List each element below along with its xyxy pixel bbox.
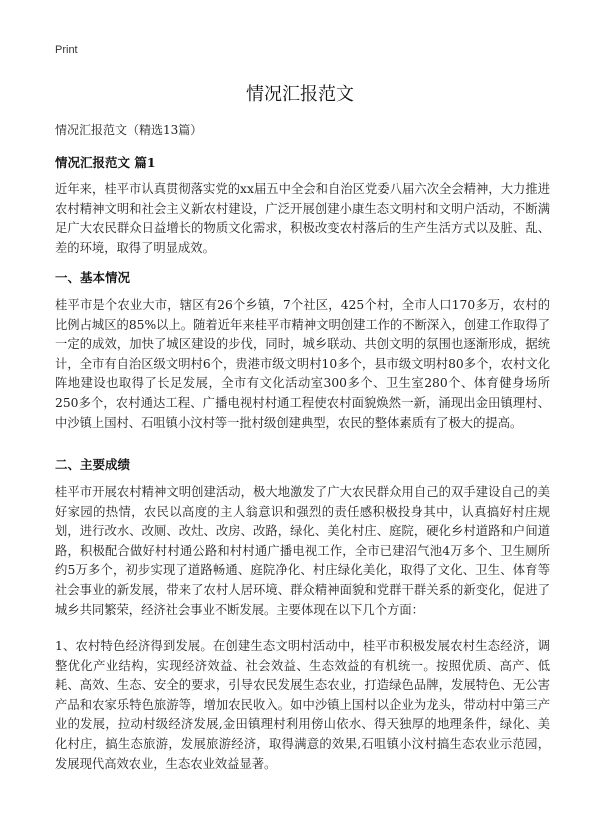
document-subtitle: 情况汇报范文（精选13篇）: [55, 123, 203, 137]
print-label[interactable]: Print: [55, 44, 78, 56]
section2-paragraph: 桂平市开展农村精神文明创建活动，极大地激发了广大农民群众用自己的双手建设自己的美好家园的热情，农民以高度的主人翁意识和强烈的责任感积极投身其中，认真搞好村庄规划，进行改水、改厕、改灶、改房、改路，绿化、美化村庄、庭院，硬化乡村道路和户间道路，积极配合做好村村通公路和村村通广播电视工作，全市已建沼气池4万多个、卫生厕所约5万多个，初步实现了道路畅通、庭院净化、村庄绿化美化，取得了文化、卫生、体育等社会事业的新发展，带来了农村人居环境、群众精神面貌和党群干群关系的新变化，促进了城乡共同繁荣，经济社会事业不断发展。主要体现在以下几个方面：: [55, 485, 550, 617]
intro-paragraph: 近年来，桂平市认真贯彻落实党的xx届五中全会和自治区党委八届六次全会精神，大力推进农村精神文明和社会主义新农村建设，广泛开展创建小康生态文明村和文明户活动，不断满足广大农民群众日益增长的物质文化需求，积极改变农村落后的生产生活方式以及脏、乱、差的环境，取得了明显成效。: [55, 182, 550, 255]
article-heading: 情况汇报范文 篇1: [55, 155, 156, 170]
document-title: 情况汇报范文: [246, 84, 354, 105]
point1-paragraph: 1、农村特色经济得到发展。在创建生态文明村活动中，桂平市积极发展农村生态经济，调整优化产业结构，实现经济效益、社会效益、生态效益的有机统一。按照优质、高产、低耗、高效、生态、安全的要求，引导农民发展生态农业，打造绿色品牌，发展特色、无公害产品和农家乐特色旅游等，增加农民收入。如中沙镇上国村以企业为龙头，带动村中第三产业的发展，拉动村级经济发展,金田镇理村利用傍山依水、得天独厚的地理条件，绿化、美化村庄，搞生态旅游，发展旅游经济，取得满意的效果,石咀镇小汶村搞生态农业示范园，发展现代高效农业，生态农业效益显著。: [55, 639, 550, 771]
section1-paragraph: 桂平市是个农业大市，辖区有26个乡镇，7个社区，425个村，全市人口170多万，农村的比例占城区的85%以上。随着近年来桂平市精神文明创建工作的不断深入，创建工作取得了一定的成效，加快了城区建设的步伐，同时，城乡联动、共创文明的氛围也逐渐形成，据统计，全市有自治区级文明村6个，贵港市级文明村10多个，县市级文明村80多个，农村文化阵地建设也取得了长足发展，全市有文化活动室300多个、卫生室280个、体育健身场所250多个，农村通达工程、广播电视村村通工程使农村面貌焕然一新，涌现出金田镇理村、中沙镇上国村、石咀镇小汶村等一批村级创建典型，农民的整体素质有了极大的提高。: [55, 298, 550, 430]
section2-heading: 二、主要成绩: [55, 457, 131, 472]
section1-heading: 一、基本情况: [55, 270, 131, 285]
